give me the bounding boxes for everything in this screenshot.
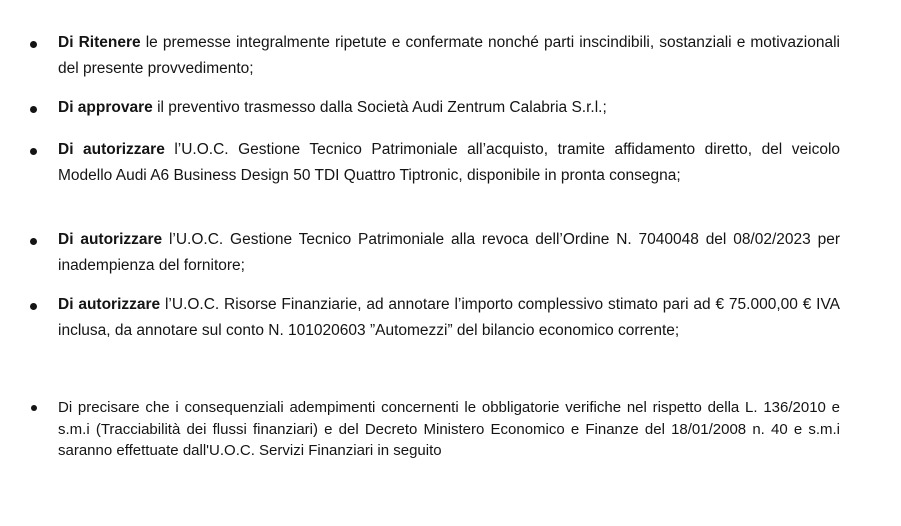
bullet-4 bbox=[30, 238, 37, 245]
bullet-5 bbox=[30, 303, 37, 310]
bullet-2 bbox=[30, 106, 37, 113]
list-item-3 bbox=[58, 137, 840, 189]
item-1-bold: Di Ritenere bbox=[58, 34, 141, 51]
item-3-text: l’U.O.C. Gestione Tecnico Patrimoniale all’acquisto, tramite affidamento diretto, del veicolo Modello Audi A6 Business Design 50 TDI Quattro Tiptronic, disponibile in pronta consegna; bbox=[58, 141, 841, 184]
item-3-bold: Di autorizzare bbox=[58, 141, 165, 158]
item-1-text: le premesse integralmente ripetute e confermate nonché parti inscindibili, sostanziali e motivazionali del presente provvedimento; bbox=[58, 34, 840, 77]
list-item-5 bbox=[58, 292, 840, 344]
item-2-text: il preventivo trasmesso dalla Società Audi Zentrum Calabria S.r.l.; bbox=[152, 99, 607, 116]
item-5-text: l’U.O.C. Risorse Finanziarie, ad annotare l’importo complessivo stimato pari ad € 75.000,00 € IVA inclusa, da annotare sul conto N. 101020603 ”Automezzi” del bilancio economico corrente; bbox=[58, 296, 840, 339]
bullet-6 bbox=[31, 405, 37, 411]
list-item-6 bbox=[58, 397, 840, 462]
bullet-1 bbox=[30, 41, 37, 48]
bullet-3 bbox=[30, 148, 37, 155]
item-4-bold: Di autorizzare bbox=[58, 231, 163, 248]
item-2-bold: Di approvare bbox=[58, 99, 153, 116]
list-item-1 bbox=[58, 30, 840, 82]
item-5-bold: Di autorizzare bbox=[58, 296, 161, 313]
item-6-text: Di precisare che i consequenziali adempimenti concernenti le obbligatorie verifiche nel rispetto della L. 136/2010 e s.m.i (Tracciabilità dei flussi finanziari) e del Decreto Ministero Economico e Finanze del 18/01/2008 n. 40 e s.m.i saranno effettuate dall'U.O.C. Servizi Finanziari in seguito bbox=[58, 399, 840, 459]
list-item-4 bbox=[58, 227, 840, 279]
list-item-2 bbox=[58, 95, 840, 121]
item-4-text: l’U.O.C. Gestione Tecnico Patrimoniale alla revoca dell’Ordine N. 7040048 del 08/02/2023 per inadempienza del fornitore; bbox=[58, 231, 840, 274]
